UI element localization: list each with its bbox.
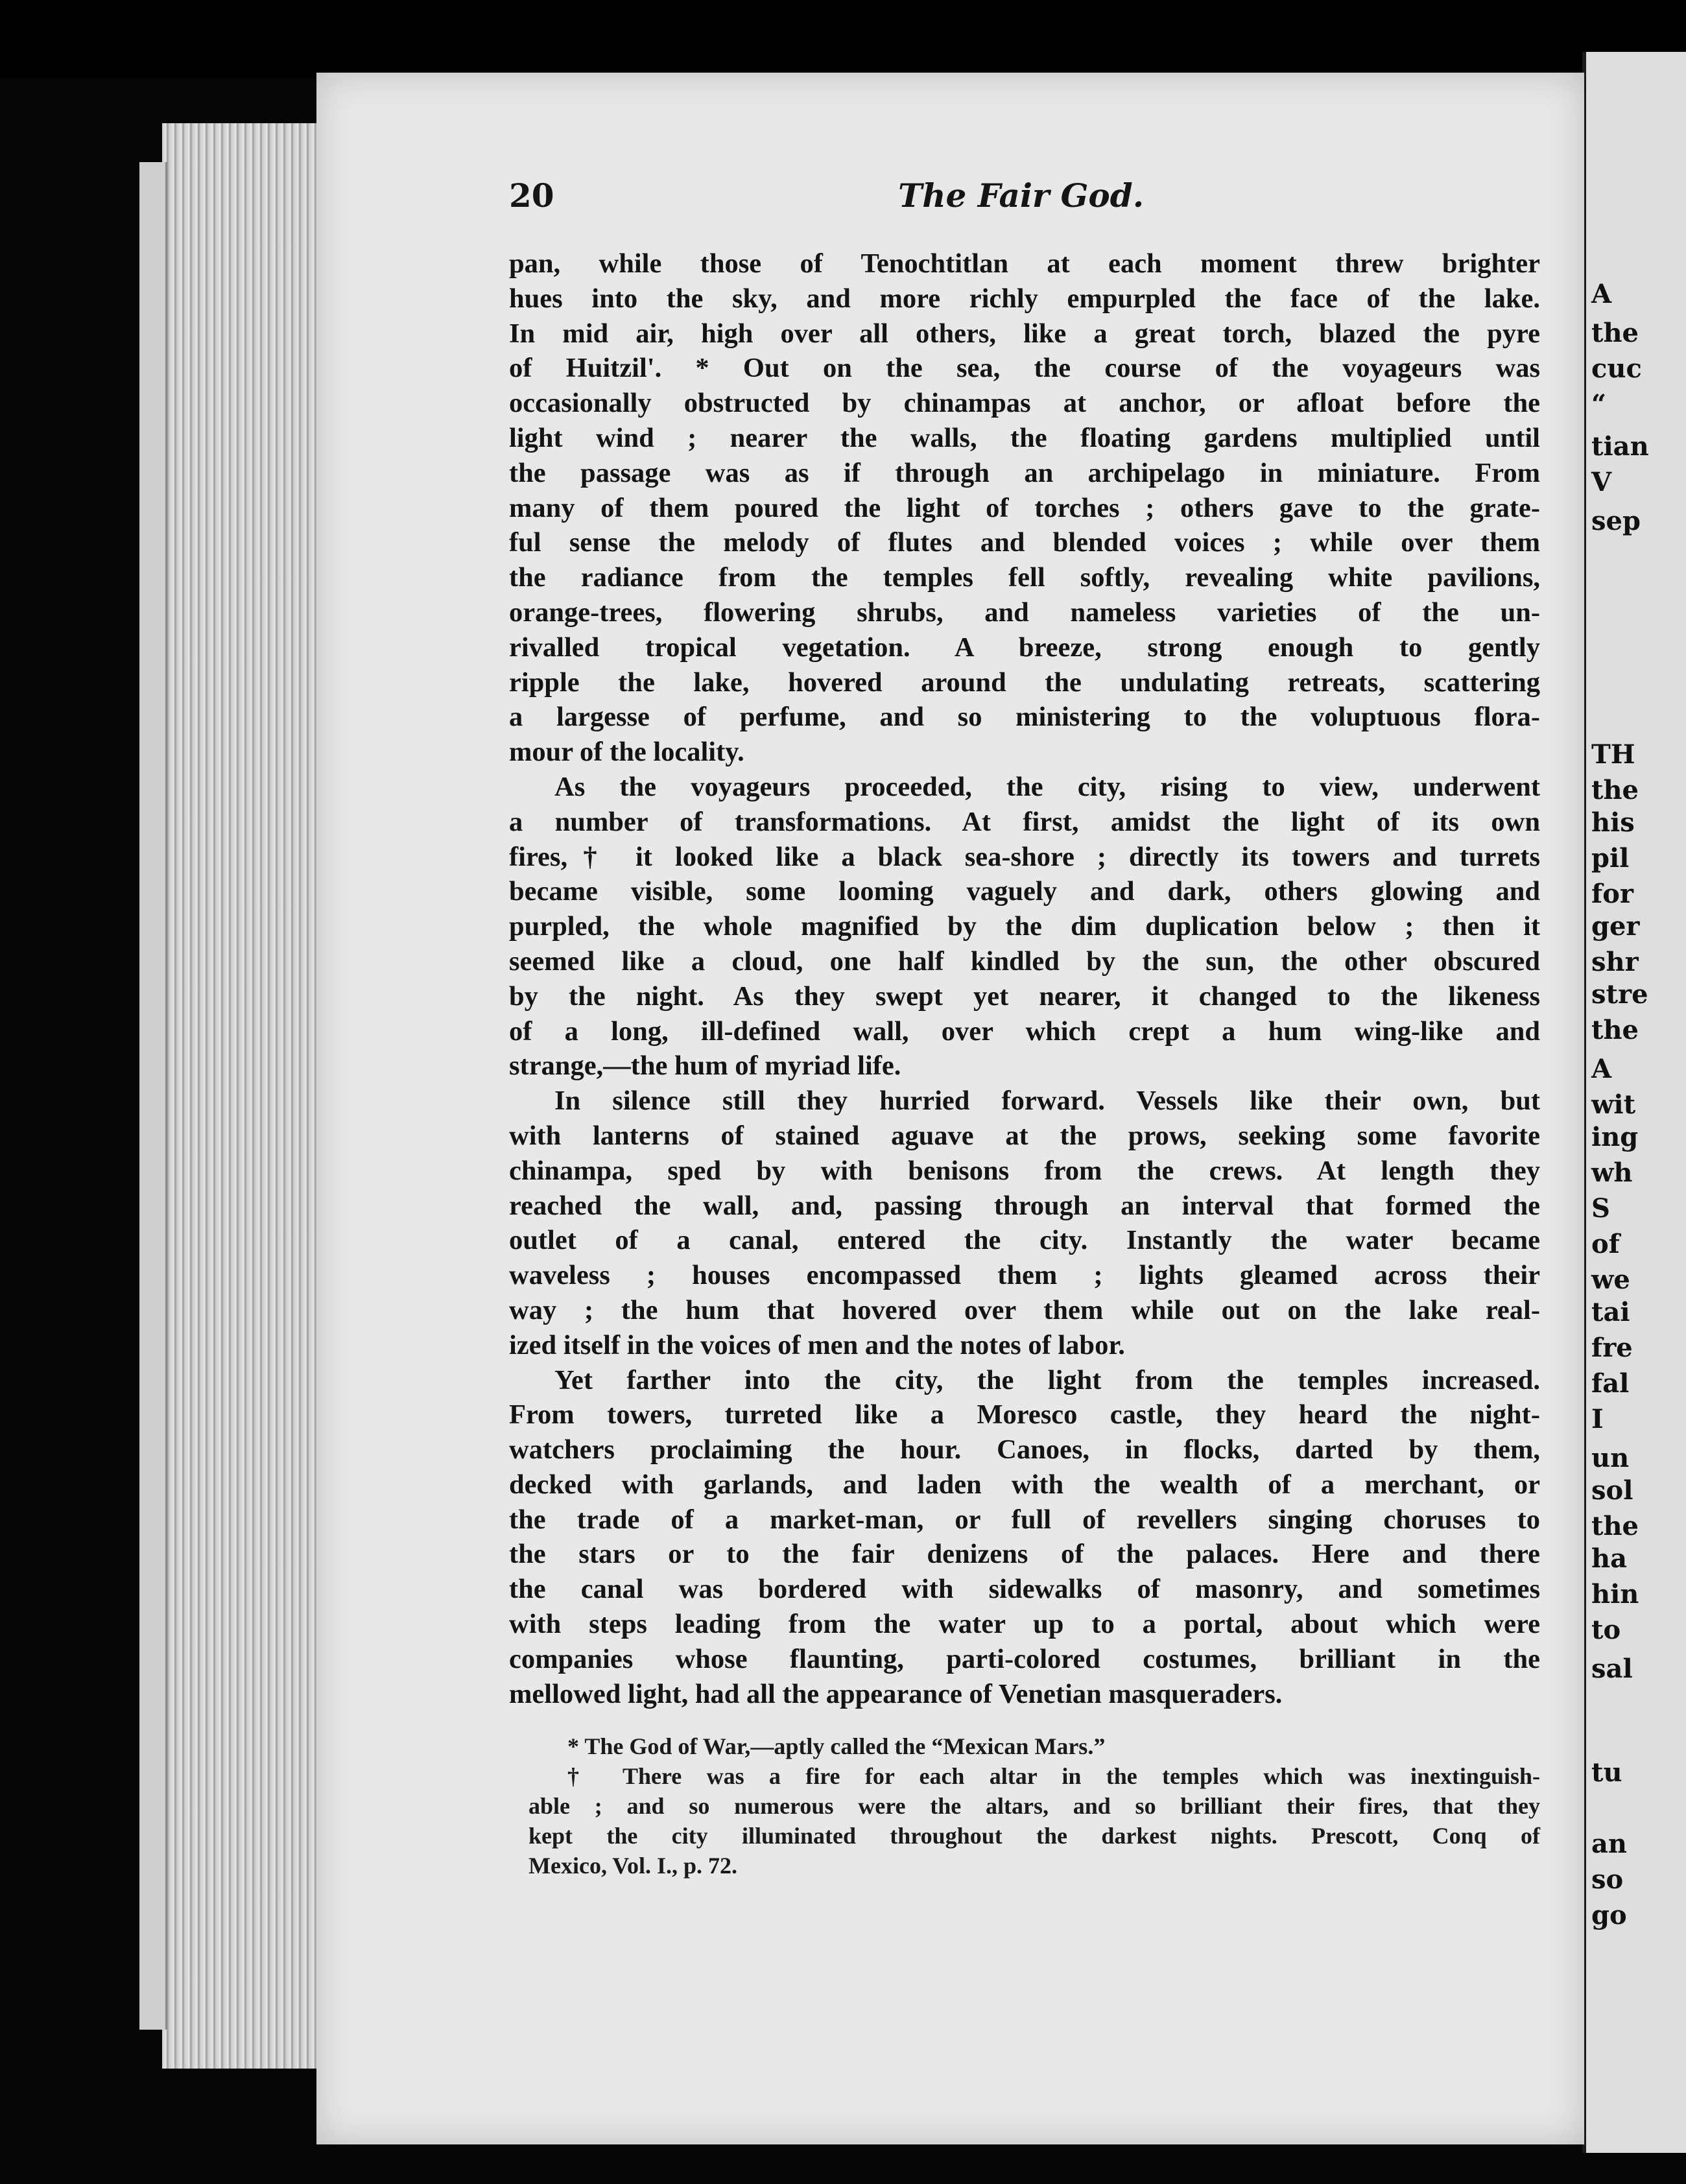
facing-page-text-fragment: tai [1591, 1297, 1630, 1327]
text-line: with steps leading from the water up to a portal, about which were [509, 1609, 1540, 1640]
facing-page-text-fragment: sep [1591, 506, 1641, 536]
facing-page-text-fragment: go [1591, 1900, 1627, 1930]
text-line: of a long, ill-defined wall, over which crept a hum wing-like and [509, 1015, 1540, 1047]
facing-page-text-fragment: ha [1591, 1543, 1627, 1574]
page-number: 20 [509, 176, 554, 215]
text-line: became visible, some looming vaguely and dark, others glowing and [509, 876, 1540, 907]
facing-page-text-fragment: of [1591, 1229, 1620, 1259]
facing-page-text-fragment: tian [1591, 431, 1649, 462]
footnote-line: Mexico, Vol. I., p. 72. [528, 1853, 738, 1879]
text-line: chinampa, sped by with benisons from the crews. At length they [509, 1155, 1540, 1186]
text-line: way ; the hum that hovered over them while out on the lake real- [509, 1294, 1540, 1325]
facing-page-text-fragment: an [1591, 1829, 1627, 1859]
text-line: outlet of a canal, entered the city. Instantly the water became [509, 1225, 1540, 1256]
footnote-line: * The God of War,—aptly called the “Mexican Mars.” [567, 1733, 1106, 1759]
facing-page-text-fragment: sol [1591, 1475, 1633, 1506]
facing-page-text-fragment: so [1591, 1864, 1624, 1895]
facing-page-text-fragment: the [1591, 1511, 1639, 1541]
text-line: seemed like a cloud, one half kindled by the sun, the other obscured [509, 945, 1540, 977]
scan-border-top [0, 0, 1686, 78]
facing-page-text-fragment: hin [1591, 1579, 1639, 1609]
facing-page-text-fragment: “ [1591, 389, 1607, 420]
facing-page-text-fragment: A [1591, 1054, 1612, 1084]
facing-page-text-fragment: for [1591, 879, 1633, 909]
text-line: In mid air, high over all others, like a great torch, blazed the pyre [509, 318, 1540, 349]
text-line: ripple the lake, hovered around the undulating retreats, scattering [509, 667, 1540, 698]
facing-page-text-fragment: ing [1591, 1122, 1639, 1152]
facing-page-text-fragment: fal [1591, 1368, 1630, 1399]
text-line: hues into the sky, and more richly empurpled the face of the lake. [509, 283, 1540, 314]
facing-page-text-fragment: wh [1591, 1157, 1633, 1188]
footnotes [528, 1731, 1540, 1881]
page-edges-left [162, 123, 318, 2069]
facing-page-text-fragment: to [1591, 1615, 1621, 1645]
text-line: occasionally obstructed by chinampas at anchor, or afloat before the [509, 388, 1540, 419]
text-line: reached the wall, and, passing through an interval that formed the [509, 1190, 1540, 1221]
facing-page-text-fragment: wit [1591, 1089, 1636, 1120]
facing-page-text-fragment: TH [1591, 739, 1635, 770]
text-line: mour of the locality. [509, 737, 744, 768]
text-line: the canal was bordered with sidewalks of masonry, and sometimes [509, 1574, 1540, 1605]
text-line: strange,—the hum of myriad life. [509, 1050, 901, 1082]
facing-page-text-fragment: his [1591, 807, 1635, 838]
facing-page-text-fragment: I [1591, 1404, 1604, 1434]
facing-page-text-fragment: S [1591, 1193, 1610, 1224]
text-line: As the voyageurs proceeded, the city, rising to view, underwent [554, 771, 1540, 802]
facing-page-text-fragment: the [1591, 1015, 1639, 1045]
facing-page-text-fragment: V [1591, 467, 1612, 497]
facing-page-text-fragment: we [1591, 1264, 1630, 1295]
text-line: From towers, turreted like a Moresco castle, they heard the night- [509, 1399, 1540, 1430]
text-line: the radiance from the temples fell softly, revealing white pavilions, [509, 562, 1540, 593]
text-line: the passage was as if through an archipelago in miniature. From [509, 457, 1540, 488]
text-line: of Huitzil'. * Out on the sea, the course of the voyageurs was [509, 353, 1540, 384]
facing-page-text-fragment: cuc [1591, 353, 1642, 384]
page-edge-outer [139, 162, 167, 2030]
text-line: watchers proclaiming the hour. Canoes, in flocks, darted by them, [509, 1434, 1540, 1466]
text-line: many of them poured the light of torches ; others gave to the grate- [509, 492, 1540, 523]
footnote-line: kept the city illuminated throughout the darkest nights. Prescott, Conq of [528, 1823, 1540, 1849]
text-line: rivalled tropical vegetation. A breeze, strong enough to gently [509, 632, 1540, 663]
facing-page-text-fragment: the [1591, 318, 1639, 348]
facing-page-text-fragment: fre [1591, 1333, 1633, 1363]
facing-page-text-fragment: shr [1591, 947, 1639, 977]
text-line: a largesse of perfume, and so ministering to the voluptuous flora- [509, 702, 1540, 733]
text-line: light wind ; nearer the walls, the floating gardens multiplied until [509, 422, 1540, 453]
text-line: ful sense the melody of flutes and blended voices ; while over them [509, 527, 1540, 558]
facing-page-text-fragment: ger [1591, 911, 1640, 942]
text-line: fires,† it looked like a black sea-shore ; directly its towers and turrets [509, 841, 1540, 872]
facing-page-text-fragment: stre [1591, 979, 1648, 1010]
facing-page-fragment [1582, 52, 1686, 2153]
text-line: mellowed light, had all the appearance of Venetian masqueraders. [509, 1678, 1283, 1709]
text-line: orange-trees, flowering shrubs, and nameless varieties of the un- [509, 597, 1540, 628]
running-head: The Fair God. [898, 176, 1145, 215]
text-line: Yet farther into the city, the light from the temples increased. [554, 1364, 1540, 1395]
text-line: pan, while those of Tenochtitlan at each moment threw brighter [509, 248, 1540, 279]
text-line: waveless ; houses encompassed them ; lights gleamed across their [509, 1260, 1540, 1291]
facing-page-text-fragment: pil [1591, 843, 1630, 873]
text-line: the stars or to the fair denizens of the palaces. Here and there [509, 1539, 1540, 1570]
text-line: a number of transformations. At first, amidst the light of its own [509, 806, 1540, 837]
text-line: decked with garlands, and laden with the wealth of a merchant, or [509, 1469, 1540, 1500]
text-line: by the night. As they swept yet nearer, it changed to the likeness [509, 980, 1540, 1012]
text-line: the trade of a market-man, or full of revellers singing choruses to [509, 1504, 1540, 1535]
body-text [509, 246, 1540, 1711]
text-line: purpled, the whole magnified by the dim duplication below ; then it [509, 911, 1540, 942]
text-line: In silence still they hurried forward. Vessels like their own, but [554, 1086, 1540, 1117]
footnote-line: † There was a fire for each altar in the temples which was inextinguish- [567, 1763, 1540, 1789]
text-line: ized itself in the voices of men and the notes of labor. [509, 1329, 1125, 1360]
page-header [509, 176, 1540, 222]
text-line: companies whose flaunting, parti-colored costumes, brilliant in the [509, 1643, 1540, 1674]
facing-page-text-fragment: A [1591, 279, 1612, 309]
facing-page-text-fragment: the [1591, 775, 1639, 805]
facing-page-text-fragment: sal [1591, 1654, 1633, 1684]
facing-page-text-fragment: tu [1591, 1757, 1622, 1788]
text-line: with lanterns of stained aguave at the prows, seeking some favorite [509, 1120, 1540, 1151]
facing-page-text-fragment: un [1591, 1443, 1630, 1473]
footnote-line: able ; and so numerous were the altars, and so brilliant their fires, that they [528, 1793, 1540, 1819]
